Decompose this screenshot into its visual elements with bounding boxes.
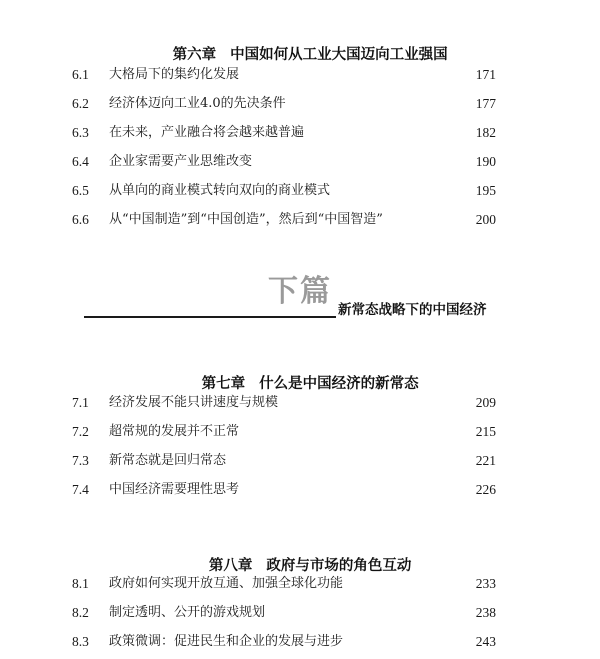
- entry-title: 政府如何实现开放互通、加强全球化功能: [109, 576, 344, 591]
- entry-page: 243: [475, 634, 496, 649]
- entry-number: 8.2: [72, 605, 89, 620]
- entry-number: 6.5: [72, 183, 89, 198]
- entry-page: 171: [475, 67, 496, 82]
- entry-number: 6.1: [72, 67, 89, 82]
- chapter-6-title: 中国如何从工业大国迈向工业强国: [230, 47, 448, 63]
- toc-entry-6-2[interactable]: [0, 93, 600, 115]
- entry-title: 企业家需要产业思维改变: [109, 154, 253, 169]
- toc-entry-7-1[interactable]: [0, 392, 600, 414]
- entry-title: 在未来，产业融合将会越来越普遍: [109, 125, 305, 140]
- chapter-7-number: 第七章: [201, 376, 246, 392]
- entry-page: 177: [475, 96, 496, 111]
- toc-entry-8-2[interactable]: [0, 602, 600, 624]
- chapter-6-number: 第六章: [172, 47, 217, 63]
- part-title: 新常态战略下的中国经济: [338, 302, 487, 318]
- entry-number: 7.3: [72, 453, 89, 468]
- entry-number: 7.4: [72, 482, 89, 497]
- entry-title: 经济发展不能只讲速度与规模: [109, 395, 279, 410]
- chapter-8-title: 政府与市场的角色互动: [266, 558, 412, 574]
- toc-entry-7-2[interactable]: [0, 421, 600, 443]
- chapter-7-title: 什么是中国经济的新常态: [259, 376, 419, 392]
- toc-entry-7-3[interactable]: [0, 450, 600, 472]
- toc-entry-7-4[interactable]: [0, 479, 600, 501]
- entry-page: 182: [475, 125, 496, 140]
- toc-entry-6-4[interactable]: [0, 151, 600, 173]
- entry-number: 7.2: [72, 424, 89, 439]
- toc-entry-6-6[interactable]: [0, 209, 600, 231]
- entry-title: 新常态就是回归常态: [109, 453, 227, 468]
- entry-title: 政策微调：促进民生和企业的发展与进步: [109, 634, 344, 649]
- entry-title: 从“中国制造”到“中国创造”，然后到“中国智造”: [109, 212, 383, 227]
- toc-entry-6-5[interactable]: [0, 180, 600, 202]
- entry-page: 209: [475, 395, 496, 410]
- part-label: 下篇: [268, 274, 332, 309]
- entry-number: 7.1: [72, 395, 89, 410]
- entry-title: 中国经济需要理性思考: [109, 482, 240, 497]
- entry-title: 从单向的商业模式转向双向的商业模式: [109, 183, 331, 198]
- entry-page: 200: [475, 212, 496, 227]
- entry-page: 238: [475, 605, 496, 620]
- entry-page: 215: [475, 424, 496, 439]
- entry-number: 6.2: [72, 96, 89, 111]
- entry-page: 195: [475, 183, 496, 198]
- entry-number: 6.3: [72, 125, 89, 140]
- entry-page: 233: [475, 576, 496, 591]
- entry-page: 190: [475, 154, 496, 169]
- entry-title: 大格局下的集约化发展: [109, 67, 240, 82]
- entry-number: 8.3: [72, 634, 89, 649]
- entry-number: 6.4: [72, 154, 89, 169]
- toc-entry-6-3[interactable]: [0, 122, 600, 144]
- toc-entry-8-1[interactable]: [0, 573, 600, 595]
- entry-title: 超常规的发展并不正常: [109, 424, 240, 439]
- entry-number: 6.6: [72, 212, 89, 227]
- chapter-8-number: 第八章: [208, 558, 253, 574]
- toc-entry-8-3[interactable]: [0, 631, 600, 653]
- entry-page: 221: [475, 453, 496, 468]
- entry-page: 226: [475, 482, 496, 497]
- entry-number: 8.1: [72, 576, 89, 591]
- entry-title: 经济体迈向工业4.0的先决条件: [109, 96, 286, 111]
- toc-entry-6-1[interactable]: [0, 64, 600, 86]
- entry-title: 制定透明、公开的游戏规划: [109, 605, 266, 620]
- part-divider-rule: [84, 316, 336, 318]
